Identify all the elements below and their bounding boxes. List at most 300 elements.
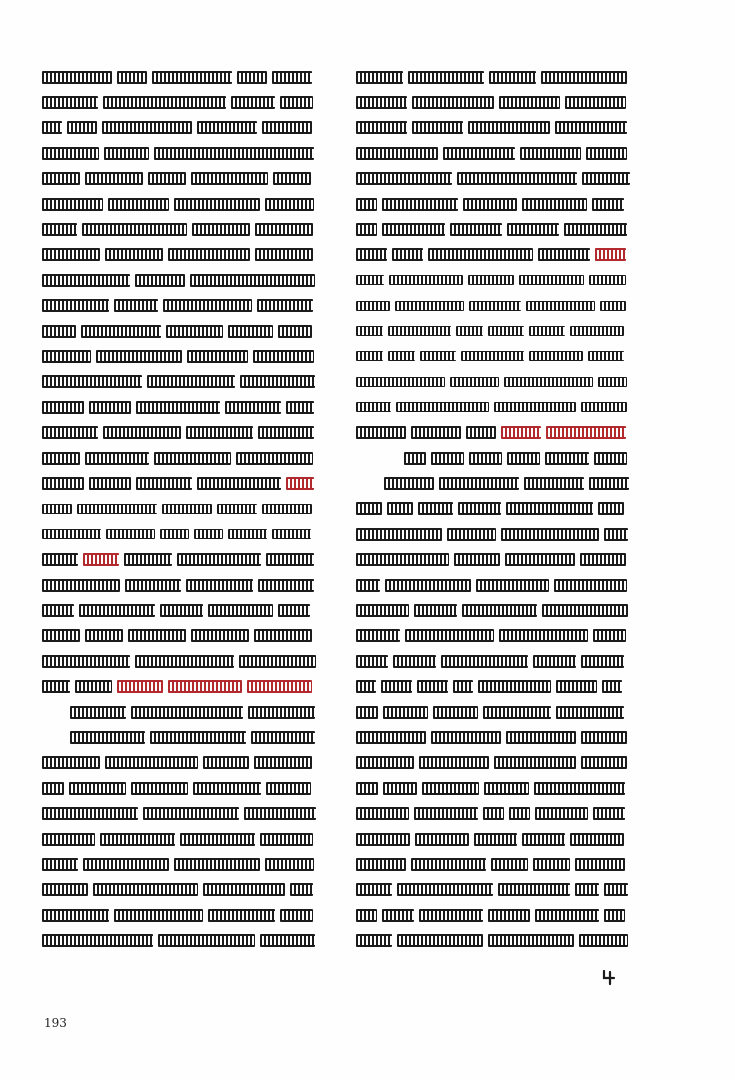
text-line: [42, 422, 314, 444]
word: [42, 807, 138, 820]
word: [356, 502, 382, 515]
word: [42, 121, 62, 134]
word: [237, 71, 267, 84]
word: [117, 71, 147, 84]
word: [604, 909, 625, 922]
word: [135, 655, 234, 668]
word: [240, 375, 315, 388]
text-line: [356, 523, 628, 545]
word: [529, 326, 565, 336]
word: [143, 807, 239, 820]
text-line: [42, 295, 313, 317]
word: [356, 71, 403, 84]
page-number: 193: [44, 1016, 67, 1030]
word: [417, 680, 448, 693]
word: [260, 934, 315, 947]
word: [280, 96, 313, 109]
word: [509, 807, 530, 820]
text-line: [356, 371, 627, 393]
word: [556, 680, 597, 693]
word: [286, 401, 314, 414]
word: [136, 401, 220, 414]
word: [483, 706, 551, 719]
word: [454, 553, 500, 566]
text-line: [42, 574, 314, 596]
word: [356, 402, 391, 412]
word: [396, 402, 489, 412]
word: [42, 71, 112, 84]
word: [581, 731, 627, 744]
word: [42, 375, 142, 388]
word: [443, 147, 515, 160]
text-line: [356, 91, 626, 113]
word: [570, 833, 624, 846]
word: [42, 883, 88, 896]
text-line: [42, 117, 312, 139]
text-line: [42, 472, 314, 494]
word: [484, 782, 529, 795]
word: [586, 147, 627, 160]
word: [392, 248, 423, 261]
word: [356, 883, 392, 896]
word: [468, 275, 514, 285]
word: [356, 934, 392, 947]
word: [89, 477, 131, 490]
word: [483, 807, 504, 820]
text-line: [42, 91, 313, 113]
word: [356, 680, 376, 693]
word: [257, 299, 313, 312]
word: [356, 301, 390, 311]
word: [506, 731, 576, 744]
word: [494, 756, 576, 769]
word: [253, 350, 314, 363]
text-line: [356, 345, 624, 367]
rubric-word: [168, 680, 242, 693]
word: [152, 71, 232, 84]
word: [42, 223, 77, 236]
word: [244, 807, 316, 820]
word: [108, 198, 169, 211]
word: [258, 426, 314, 439]
word: [356, 909, 377, 922]
word: [501, 528, 599, 541]
word: [356, 198, 377, 211]
word: [488, 326, 524, 336]
word: [81, 325, 161, 338]
word: [356, 604, 409, 617]
word: [356, 706, 378, 719]
word: [411, 426, 461, 439]
word: [582, 172, 630, 185]
word: [431, 452, 464, 465]
rubric-word: [286, 477, 314, 490]
word: [488, 909, 530, 922]
word: [255, 248, 313, 261]
word: [180, 833, 255, 846]
word: [533, 858, 570, 871]
word: [70, 731, 145, 744]
word: [254, 629, 312, 642]
word: [524, 477, 584, 490]
word: [600, 301, 626, 311]
word: [356, 807, 409, 820]
word: [42, 172, 80, 185]
rubric-word: [546, 426, 626, 439]
word: [197, 477, 281, 490]
text-line: [356, 599, 628, 621]
word: [535, 909, 599, 922]
word: [42, 504, 72, 514]
word: [389, 275, 463, 285]
text-line: [356, 853, 625, 875]
word: [579, 934, 628, 947]
word: [105, 248, 163, 261]
word: [383, 782, 417, 795]
word: [419, 756, 489, 769]
word: [150, 731, 246, 744]
word: [602, 680, 622, 693]
word: [535, 807, 588, 820]
word: [105, 756, 198, 769]
word: [570, 326, 624, 336]
word: [42, 579, 120, 592]
word: [381, 680, 412, 693]
word: [356, 121, 407, 134]
rubric-word: [247, 680, 312, 693]
word: [499, 629, 588, 642]
text-line: [356, 676, 622, 698]
word: [382, 198, 458, 211]
text-line: [356, 218, 627, 240]
text-line: [356, 244, 626, 266]
word: [529, 351, 583, 361]
word: [42, 147, 99, 160]
word: [356, 96, 407, 109]
text-line: [42, 396, 314, 418]
word: [42, 248, 100, 261]
word: [162, 504, 212, 514]
word: [131, 782, 188, 795]
word: [42, 756, 100, 769]
word: [453, 680, 473, 693]
word: [103, 96, 226, 109]
word: [42, 401, 84, 414]
word: [466, 426, 496, 439]
word: [186, 579, 253, 592]
word: [42, 529, 101, 539]
word: [356, 172, 452, 185]
word: [488, 934, 574, 947]
word: [581, 655, 624, 668]
word: [604, 528, 628, 541]
word: [506, 502, 593, 515]
word: [96, 350, 182, 363]
word: [564, 223, 627, 236]
word: [217, 504, 257, 514]
word: [356, 833, 410, 846]
text-line: [356, 66, 627, 88]
text-line: [356, 142, 627, 164]
text-line: [70, 726, 315, 748]
word: [168, 248, 250, 261]
word: [203, 883, 285, 896]
text-line: [42, 930, 315, 952]
word: [439, 477, 519, 490]
word: [260, 833, 313, 846]
word: [42, 680, 70, 693]
text-line: [356, 650, 624, 672]
word: [450, 377, 499, 387]
text-line: [404, 447, 627, 469]
word: [248, 706, 315, 719]
word: [158, 934, 255, 947]
text-line: [356, 803, 625, 825]
word: [193, 782, 261, 795]
word: [208, 604, 273, 617]
word: [174, 198, 260, 211]
word: [85, 629, 123, 642]
text-line: [356, 574, 627, 596]
word: [356, 579, 380, 592]
word: [160, 529, 189, 539]
text-line: [42, 66, 312, 88]
quire-mark-icon: [600, 968, 618, 986]
word: [588, 351, 624, 361]
word: [356, 731, 426, 744]
word: [393, 655, 436, 668]
word: [262, 121, 312, 134]
word: [522, 833, 565, 846]
text-line: [42, 853, 314, 875]
word: [192, 223, 250, 236]
word: [203, 756, 249, 769]
word: [83, 858, 169, 871]
word: [258, 579, 314, 592]
word: [356, 248, 387, 261]
rubric-word: [117, 680, 163, 693]
word: [42, 96, 98, 109]
word: [504, 377, 593, 387]
word: [478, 680, 551, 693]
text-line: [356, 117, 627, 139]
text-line: [42, 549, 314, 571]
word: [278, 325, 312, 338]
word: [160, 604, 203, 617]
word: [356, 528, 442, 541]
word: [82, 223, 187, 236]
word: [581, 402, 627, 412]
word: [75, 680, 112, 693]
word: [474, 833, 517, 846]
word: [42, 299, 109, 312]
word: [522, 198, 587, 211]
word: [593, 807, 625, 820]
text-line: [42, 904, 313, 926]
rubric-word: [83, 553, 119, 566]
word: [356, 756, 414, 769]
word: [177, 553, 261, 566]
word: [415, 833, 469, 846]
word: [418, 502, 453, 515]
word: [388, 351, 415, 361]
word: [469, 301, 521, 311]
word: [272, 71, 312, 84]
word: [124, 553, 172, 566]
text-line: [42, 193, 314, 215]
text-line: [42, 828, 313, 850]
word: [505, 553, 575, 566]
word: [154, 147, 314, 160]
text-line: [356, 879, 628, 901]
word: [356, 147, 438, 160]
text-line: [42, 345, 314, 367]
word: [598, 502, 624, 515]
word: [356, 553, 449, 566]
word: [135, 274, 185, 287]
word: [387, 502, 413, 515]
word: [555, 121, 627, 134]
text-line: [356, 701, 624, 723]
word: [191, 629, 249, 642]
word: [356, 377, 445, 387]
word: [592, 198, 624, 211]
word: [225, 401, 281, 414]
word: [166, 325, 223, 338]
word: [476, 579, 549, 592]
rubric-word: [595, 248, 626, 261]
word: [42, 452, 80, 465]
word: [187, 350, 248, 363]
text-line: [356, 904, 625, 926]
text-line: [42, 320, 312, 342]
text-line: [42, 803, 316, 825]
word: [447, 528, 496, 541]
word: [231, 96, 275, 109]
word: [462, 604, 537, 617]
word: [575, 858, 625, 871]
word: [100, 833, 175, 846]
text-line: [42, 447, 313, 469]
text-line: [356, 295, 626, 317]
text-line: [356, 498, 624, 520]
word: [498, 883, 570, 896]
word: [463, 198, 517, 211]
word: [236, 452, 313, 465]
text-line: [42, 142, 314, 164]
word: [534, 782, 625, 795]
word: [67, 121, 97, 134]
text-line: [356, 320, 624, 342]
text-line: [356, 828, 624, 850]
text-line: [356, 930, 628, 952]
word: [431, 731, 501, 744]
word: [491, 858, 528, 871]
word: [278, 604, 310, 617]
word: [533, 655, 576, 668]
word: [556, 706, 624, 719]
text-line: [42, 650, 316, 672]
text-line: [70, 701, 315, 723]
word: [382, 223, 445, 236]
word: [457, 172, 577, 185]
text-line: [42, 777, 311, 799]
word: [422, 782, 479, 795]
word: [456, 326, 483, 336]
text-line: [42, 498, 312, 520]
word: [356, 629, 400, 642]
word: [93, 883, 198, 896]
word: [594, 452, 627, 465]
word: [42, 604, 74, 617]
word: [383, 706, 428, 719]
text-line: [42, 599, 310, 621]
text-line: [42, 218, 313, 240]
word: [191, 172, 268, 185]
text-line: [356, 625, 626, 647]
word: [441, 655, 528, 668]
word: [395, 301, 464, 311]
word: [42, 833, 95, 846]
word: [272, 529, 311, 539]
text-line: [42, 269, 315, 291]
word: [42, 198, 103, 211]
text-line: [42, 879, 313, 901]
word: [494, 402, 576, 412]
text-line: [356, 777, 625, 799]
word: [408, 71, 484, 84]
word: [79, 604, 155, 617]
word: [545, 452, 589, 465]
text-line: [42, 625, 312, 647]
word: [147, 375, 235, 388]
word: [239, 655, 316, 668]
word: [489, 71, 536, 84]
text-line: [356, 752, 627, 774]
word: [266, 553, 314, 566]
word: [85, 172, 143, 185]
word: [290, 883, 313, 896]
word: [106, 529, 155, 539]
word: [154, 452, 231, 465]
word: [461, 351, 524, 361]
word: [412, 121, 463, 134]
word: [356, 326, 383, 336]
word: [542, 604, 628, 617]
word: [356, 275, 384, 285]
word: [382, 909, 414, 922]
word: [404, 452, 426, 465]
word: [42, 655, 130, 668]
word: [356, 426, 406, 439]
word: [265, 198, 314, 211]
word: [89, 401, 131, 414]
text-line: [356, 193, 624, 215]
word: [128, 629, 186, 642]
word: [450, 223, 502, 236]
word: [356, 655, 388, 668]
word: [526, 301, 595, 311]
word: [104, 147, 149, 160]
word: [385, 579, 471, 592]
text-line: [42, 523, 311, 545]
word: [356, 858, 406, 871]
word: [598, 377, 627, 387]
word: [70, 706, 126, 719]
word: [280, 909, 313, 922]
word: [255, 223, 313, 236]
word: [136, 477, 192, 490]
